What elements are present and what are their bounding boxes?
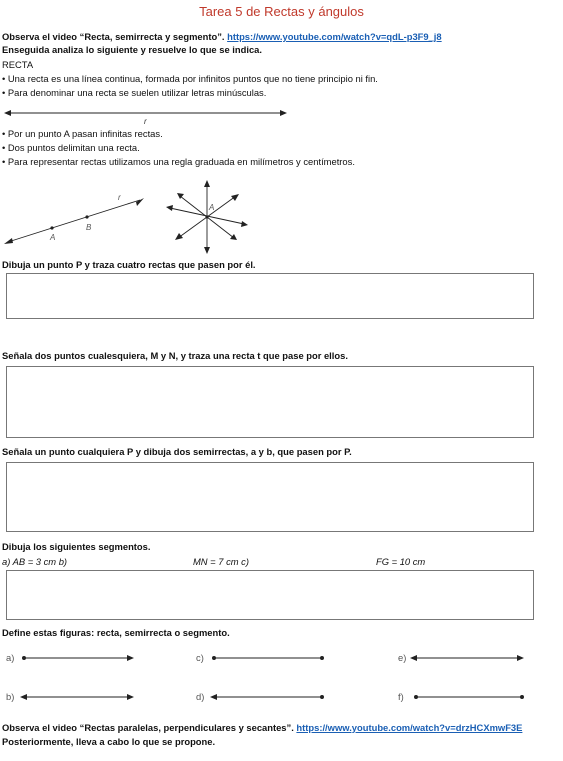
svg-text:A: A [209, 203, 215, 212]
exercise-3-text: Señala un punto cualquiera P y dibuja dos semirrectas, a y b, que pasen por P. [2, 446, 352, 457]
exercise-3-answer-box[interactable] [6, 462, 534, 532]
figure-f [410, 690, 530, 704]
define-heading: Define estas figuras: recta, semirrecta o segmento. [2, 627, 230, 638]
exercise-1-answer-box[interactable] [6, 273, 534, 319]
outro-instruction: Posteriormente, lleva a cabo lo que se propone. [2, 736, 216, 747]
figure-e [410, 651, 530, 665]
intro-line [2, 31, 442, 42]
define-label-e: e) [398, 652, 407, 663]
recta-bullet-2: • Para denominar una recta se suelen utilizar letras minúsculas. [2, 87, 267, 98]
outro-video-link[interactable]: https://www.youtube.com/watch?v=drzHCXmwF3E [296, 722, 523, 733]
figure-d [210, 690, 330, 704]
outro-video-prefix: Observa el video “Rectas paralelas, perpendiculares y secantes”. [2, 722, 297, 733]
intro-instruction: Enseguida analiza lo siguiente y resuelve lo que se indica. [2, 44, 262, 55]
figure-c [210, 651, 330, 665]
line-r-label: r [144, 117, 147, 126]
figure-a [20, 651, 140, 665]
segments-answer-box[interactable] [6, 570, 534, 620]
segments-heading: Dibuja los siguientes segmentos. [2, 541, 151, 552]
exercise-1-text: Dibuja un punto P y traza cuatro rectas que pasen por él. [2, 259, 256, 270]
segment-a-text: a) AB = 3 cm b) [2, 556, 68, 567]
lines-through-point-diagram [160, 178, 260, 258]
intro-video-prefix: Observa el video “Recta, semirrecta y segmento”. [2, 31, 228, 42]
define-label-b: b) [6, 691, 15, 702]
svg-text:B: B [86, 223, 92, 232]
segment-c-text: FG = 10 cm [376, 556, 426, 567]
figure-b [20, 690, 140, 704]
intro-video-link[interactable]: https://www.youtube.com/watch?v=qdL-p3F9_j8 [227, 31, 442, 42]
define-label-d: d) [196, 691, 205, 702]
recta-bullet-3: • Por un punto A pasan infinitas rectas. [2, 128, 163, 139]
exercise-2-answer-box[interactable] [6, 366, 534, 438]
segment-b-text: MN = 7 cm c) [193, 556, 249, 567]
exercise-2-text: Señala dos puntos cualesquiera, M y N, y traza una recta t que pase por ellos. [2, 350, 348, 361]
page-title: Tarea 5 de Rectas y ángulos [199, 4, 364, 19]
define-label-f: f) [398, 691, 404, 702]
recta-bullet-1: • Una recta es una línea continua, formada por infinitos puntos que no tiene principio ni fin. [2, 73, 378, 84]
recta-heading: RECTA [2, 59, 34, 70]
recta-bullet-4: • Dos puntos delimitan una recta. [2, 142, 140, 153]
define-label-c: c) [196, 652, 204, 663]
line-r-diagram [0, 100, 300, 130]
svg-text:A: A [50, 233, 56, 242]
svg-text:r: r [118, 193, 121, 202]
define-label-a: a) [6, 652, 15, 663]
outro-line [2, 722, 522, 733]
recta-bullet-5: • Para representar rectas utilizamos una regla graduada en milímetros y centímetros. [2, 156, 355, 167]
two-points-line-diagram [0, 190, 160, 250]
